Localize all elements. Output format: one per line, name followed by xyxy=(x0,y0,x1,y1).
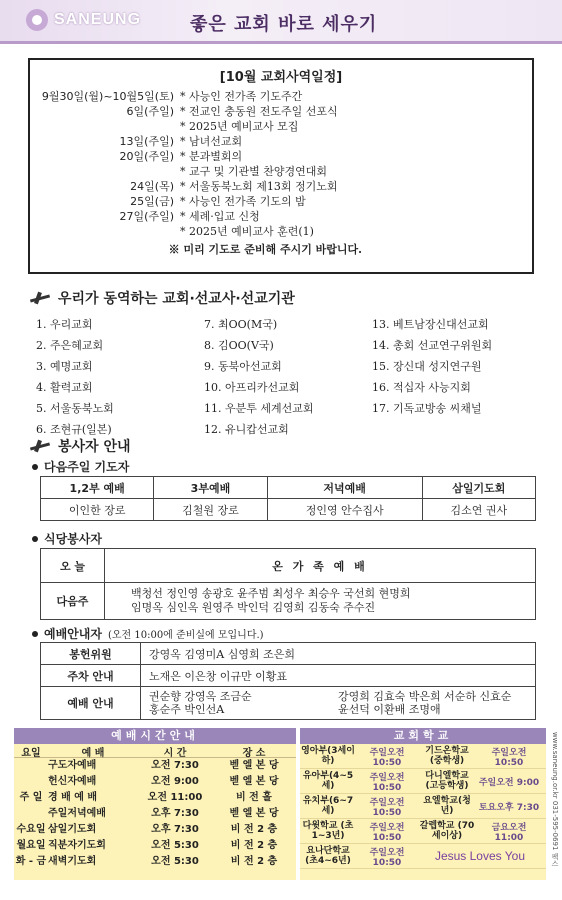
worship-times-columns xyxy=(14,744,296,758)
schedule-items xyxy=(180,149,522,179)
usher-table xyxy=(40,642,536,720)
logo-text: SANEUNG xyxy=(54,11,142,28)
schedule-item: * 분과별회의 xyxy=(180,150,243,163)
worship-row xyxy=(14,838,296,854)
usher-label: 예배 안내 xyxy=(41,687,141,720)
schedule-row xyxy=(40,194,522,209)
worship-time: 오전 5:30 xyxy=(151,856,199,867)
prayer-header: 저녁예배 xyxy=(267,477,422,499)
partner-item: 11. 우분투 세계선교회 xyxy=(204,402,314,415)
kitchen-title: 식당봉사자 xyxy=(44,532,102,546)
worship-place: 벧 엘 본 당 xyxy=(229,776,279,787)
usher-names-line: 권순향 강영옥 조금순 xyxy=(149,690,252,703)
school-row xyxy=(300,844,546,869)
schedule-date: 20일(주일) xyxy=(119,150,174,163)
schedule-item: * 전교인 충동원 전도주일 선포식 xyxy=(180,105,338,118)
worship-row xyxy=(14,774,296,790)
school-n1: 유아부(4~5세) xyxy=(302,771,354,791)
column-header: 예 배 xyxy=(81,748,105,759)
schedule-date: 13일(주일) xyxy=(119,135,174,148)
usher-label: 봉헌위원 xyxy=(41,643,141,665)
slogan-text: Jesus Loves You xyxy=(434,849,526,863)
prayer-title: 다음주일 기도자 xyxy=(44,460,130,474)
school-n2: 기드온학교 (중학생) xyxy=(425,746,469,766)
school-row xyxy=(300,769,546,794)
kitchen-today-value: 온 가 족 예 배 xyxy=(105,549,536,583)
worship-place: 벧 엘 본 당 xyxy=(229,760,279,771)
school-row xyxy=(300,794,546,819)
partner-item: 6. 조현규(일본) xyxy=(36,423,112,436)
partner-item: 12. 유니캅선교회 xyxy=(204,423,289,436)
usher-label: 주차 안내 xyxy=(41,665,141,687)
school-t1: 주일오전 10:50 xyxy=(369,822,405,843)
worship-time: 오후 7:30 xyxy=(151,808,199,819)
schedule-title: [10월 교회사역일정] xyxy=(219,70,343,85)
side-contact-text: www.saneung.or.kr 031-595-0691 팩스 xyxy=(551,732,559,867)
church-school-panel xyxy=(300,728,546,880)
schedule-row xyxy=(40,149,522,179)
partners-heading xyxy=(30,288,295,308)
partner-item: 14. 총회 선교연구위원회 xyxy=(372,339,493,352)
partner-item: 4. 활력교회 xyxy=(36,381,93,394)
worship-time: 오전 11:00 xyxy=(147,792,203,803)
worship-day: 화 - 금 xyxy=(15,856,47,867)
usher-value: 노재은 이은창 이규만 이황표 xyxy=(141,665,536,687)
page-header xyxy=(0,0,562,44)
bullet-icon xyxy=(32,536,38,542)
partner-item: 17. 기독교방송 씨채널 xyxy=(372,402,482,415)
worship-place: 비 전 홀 xyxy=(236,792,272,803)
schedule-item: * 2025년 예비교사 훈련(1) xyxy=(180,225,314,238)
kitchen-names-line: 임명옥 심인옥 원영주 박인덕 김영희 김동숙 주수진 xyxy=(131,601,376,614)
usher-guide-cell xyxy=(141,687,536,720)
prayer-table xyxy=(40,476,536,521)
kitchen-heading xyxy=(32,530,102,547)
worship-place: 벧 엘 본 당 xyxy=(229,808,279,819)
partner-item: 10. 아프리카선교회 xyxy=(204,381,300,394)
usher-guide-left xyxy=(149,690,338,716)
worship-times-list xyxy=(14,758,296,870)
worship-name: 직분자기도회 xyxy=(48,840,106,851)
worship-place: 비 전 2 층 xyxy=(230,824,278,835)
church-school-list xyxy=(300,744,546,869)
partners-list xyxy=(36,316,536,437)
worship-day xyxy=(14,806,48,822)
prayer-name: 김소연 권사 xyxy=(422,499,535,521)
schedule-row xyxy=(40,104,522,134)
usher-guide-names xyxy=(141,687,535,719)
worship-times-panel xyxy=(14,728,296,880)
school-t1: 주일오전 10:50 xyxy=(369,772,405,793)
worship-place: 비 전 2 층 xyxy=(230,856,278,867)
prayer-header: 삼일기도회 xyxy=(422,477,535,499)
kitchen-next-label: 다음주 xyxy=(41,583,105,620)
schedule-row xyxy=(40,209,522,239)
logo-mark-icon xyxy=(26,9,48,31)
prayer-name: 이인한 장로 xyxy=(41,499,154,521)
worship-day: 주 일 xyxy=(19,792,43,803)
church-school-title: 교회학교 xyxy=(300,728,546,744)
schedule-row xyxy=(40,134,522,149)
partner-item: 13. 베트남장신대선교회 xyxy=(372,318,489,331)
usher-value: 강영옥 김영미A 심영희 조은희 xyxy=(141,643,536,665)
partner-item: 9. 동북아선교회 xyxy=(204,360,282,373)
prayer-name: 정인영 안수집사 xyxy=(267,499,422,521)
partner-item xyxy=(372,421,536,437)
school-n2: 갈렙학교 (70세이상) xyxy=(419,821,475,841)
schedule-items xyxy=(180,209,522,239)
schedule-items xyxy=(180,194,522,209)
schedule-row xyxy=(40,89,522,104)
worship-row xyxy=(14,822,296,838)
worship-name: 헌신자예배 xyxy=(48,776,97,787)
bullet-icon xyxy=(32,464,38,470)
schedule-items xyxy=(180,104,522,134)
schedule-box xyxy=(28,58,534,274)
school-t2: 주일오전 9:00 xyxy=(478,777,540,788)
schedule-row xyxy=(40,179,522,194)
schedule-item: * 세례·입교 신청 xyxy=(180,210,260,223)
usher-names-line: 강영희 김효숙 박은희 서순하 신효순 xyxy=(338,690,512,703)
usher-title: 예배안내자 xyxy=(44,627,102,641)
schedule-item: * 남녀선교회 xyxy=(180,135,243,148)
schedule-items xyxy=(180,179,522,194)
column-header: 시 간 xyxy=(163,748,187,759)
worship-name: 삼일기도회 xyxy=(48,824,97,835)
partner-item: 3. 예명교회 xyxy=(36,360,93,373)
schedule-date: 6일(주일) xyxy=(126,105,174,118)
worship-row xyxy=(14,806,296,822)
worship-row xyxy=(14,758,296,774)
kitchen-names-line: 백청선 정인영 송광호 윤주범 최성우 최승우 국선희 현명희 xyxy=(131,587,411,600)
worship-day xyxy=(14,774,48,790)
bullet-icon xyxy=(32,631,38,637)
prayer-header: 3부예배 xyxy=(154,477,267,499)
partner-item: 8. 김OO(V국) xyxy=(204,339,274,352)
schedule-date: 24일(목) xyxy=(130,180,174,193)
partner-item: 7. 최OO(M국) xyxy=(204,318,278,331)
prayer-name: 김철원 장로 xyxy=(154,499,267,521)
school-n2: 다니엘학교 (고등학생) xyxy=(425,771,469,791)
page-title: 좋은 교회 바로 세우기 xyxy=(190,14,378,35)
worship-row xyxy=(14,854,296,870)
usher-heading xyxy=(32,625,264,642)
schedule-items xyxy=(180,134,522,149)
worship-day: 월요일 xyxy=(16,840,46,851)
schedule-date: 25일(금) xyxy=(130,195,174,208)
worship-name: 주일저녁예배 xyxy=(48,808,106,819)
worship-time: 오후 7:30 xyxy=(151,824,199,835)
worship-name: 경 배 예 배 xyxy=(48,792,98,803)
column-header: 요일 xyxy=(21,748,41,759)
worship-row xyxy=(14,790,296,806)
worship-time: 오전 9:00 xyxy=(151,776,199,787)
worship-times-title: 예배시간안내 xyxy=(14,728,296,744)
worship-time: 오전 7:30 xyxy=(151,760,199,771)
school-n1: 영아부(3세이하) xyxy=(301,746,355,766)
partner-item: 5. 서울동북노회 xyxy=(36,402,114,415)
school-t2: 주일오전 10:50 xyxy=(491,747,527,768)
school-row xyxy=(300,819,546,844)
partners-title: 우리가 동역하는 교회·선교사·선교기관 xyxy=(58,291,295,307)
worship-day xyxy=(14,758,48,774)
worship-name: 구도자예배 xyxy=(48,760,97,771)
usher-guide-right xyxy=(338,690,527,716)
schedule-items xyxy=(180,89,522,104)
kitchen-today-label: 오 늘 xyxy=(41,549,105,583)
school-n2: 요엘학교(청년) xyxy=(423,796,471,816)
school-t1: 주일오전 10:50 xyxy=(369,797,405,818)
partner-item: 2. 주은혜교회 xyxy=(36,339,104,352)
usher-names-line: 윤선덕 이환배 조명애 xyxy=(338,703,441,716)
schedule-item: * 서울동북노회 제13회 정기노회 xyxy=(180,180,338,193)
schedule-date: 9월30일(월)~10월5일(토) xyxy=(41,90,174,103)
schedule-list xyxy=(40,89,522,239)
prayer-header: 1,2부 예배 xyxy=(41,477,154,499)
kitchen-table xyxy=(40,548,536,620)
partner-item: 16. 적십자 사능지회 xyxy=(372,381,471,394)
prayer-heading xyxy=(32,458,129,475)
worship-place: 비 전 2 층 xyxy=(230,840,278,851)
worship-day: 수요일 xyxy=(16,824,46,835)
school-row xyxy=(300,744,546,769)
school-n1: 다윗학교 (초1~3년) xyxy=(302,821,354,841)
schedule-item: * 교구 및 기관별 찬양경연대회 xyxy=(180,165,327,178)
school-t1: 주일오전 10:50 xyxy=(369,847,405,868)
school-n1: 유치부(6~7세) xyxy=(302,796,354,816)
partner-item: 1. 우리교회 xyxy=(36,318,93,331)
volunteers-title: 봉사자 안내 xyxy=(58,439,131,455)
worship-time: 오전 5:30 xyxy=(151,840,199,851)
schedule-note: ※ 미리 기도로 준비해 주시기 바랍니다. xyxy=(168,243,362,256)
usher-names-line: 홍순주 박인선A xyxy=(149,703,225,716)
school-t2: 토요오후 7:30 xyxy=(478,802,540,813)
schedule-date: 27일(주일) xyxy=(119,210,174,223)
airplane-icon xyxy=(30,291,52,305)
church-logo xyxy=(26,9,141,31)
school-n1: 요나단학교 (초4~6년) xyxy=(305,846,351,866)
schedule-item: * 사능인 전가족 기도의 밤 xyxy=(180,195,306,208)
column-header: 장 소 xyxy=(242,748,266,759)
schedule-item: * 사능인 전가족 기도주간 xyxy=(180,90,303,103)
schedule-item: * 2025년 예비교사 모집 xyxy=(180,120,299,133)
airplane-icon xyxy=(30,439,52,453)
kitchen-next-names xyxy=(105,583,536,620)
usher-note: (오전 10:00에 준비실에 모입니다.) xyxy=(107,630,264,641)
partner-item: 15. 장신대 성지연구원 xyxy=(372,360,482,373)
school-t1: 주일오전 10:50 xyxy=(369,747,405,768)
worship-name: 새벽기도회 xyxy=(48,856,97,867)
volunteers-heading xyxy=(30,436,131,456)
school-t2: 금요오전 11:00 xyxy=(491,822,527,843)
